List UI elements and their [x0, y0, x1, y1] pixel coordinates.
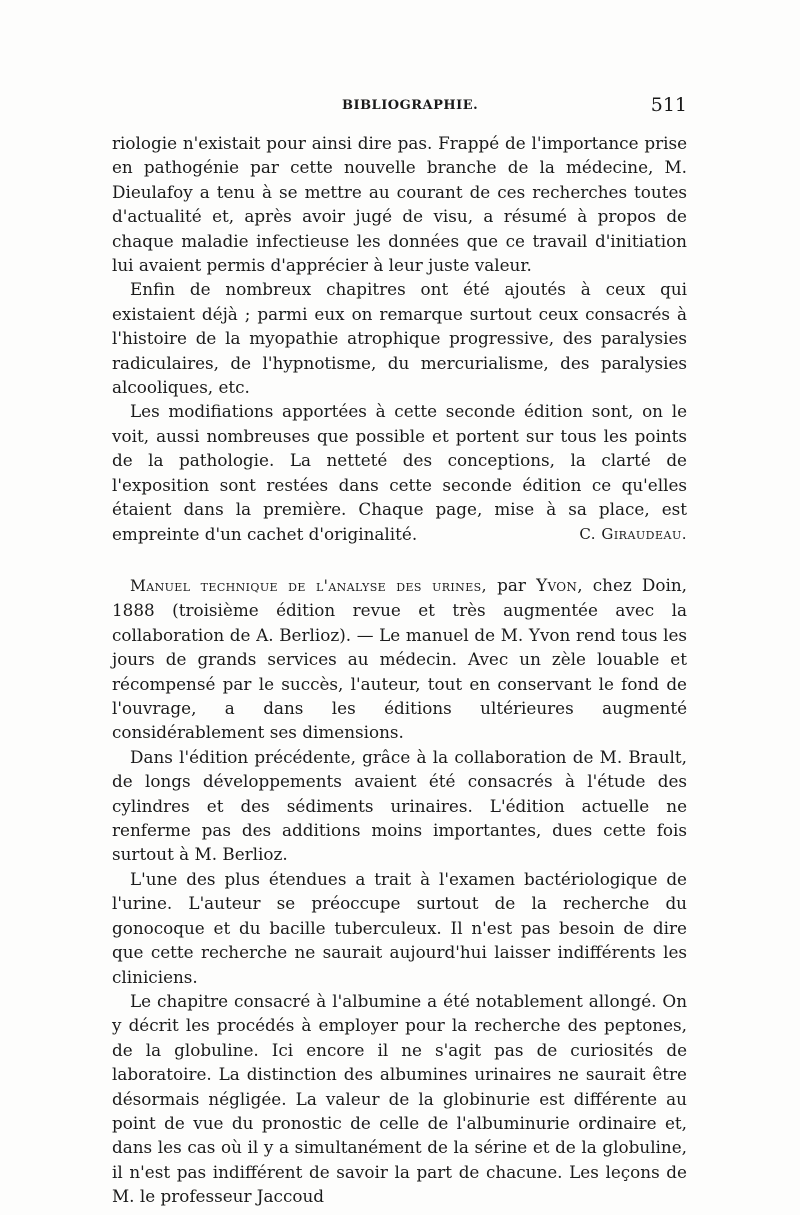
- paragraph: Les modifiations apportées à cette seconde édition sont, on le voit, aussi nombreuses que possible et portent sur tous les points de la pathologie. La netteté des conceptions, la clarté de l'exposition sont restées dans cette seconde édition ce qu'elles étaient dans la première. Chaque page, mise à sa place, est empreinte d'un cachet d'originalité.: [112, 401, 687, 544]
- book-author: Yvon: [536, 575, 578, 595]
- review-signature: C. Giraudeau.: [579, 525, 687, 543]
- book-title: Manuel technique de l'analyse des urines,: [130, 577, 487, 595]
- review-continuation: [112, 131, 687, 546]
- running-head: [112, 94, 687, 124]
- page-number: 511: [650, 94, 687, 116]
- review-manuel-technique: [112, 573, 687, 1209]
- by-word: par: [486, 575, 537, 595]
- paragraph: riologie n'existait pour ainsi dire pas. Frappé de l'importance prise en pathogénie par cette nouvelle branche de la médecine, M. Dieulafoy a tenu à se mettre au courant de ces recherches toutes d'actualité et, après avoir jugé de visu, a résumé à propos de chaque maladie infectieuse les données que ce travail d'initiation lui avaient permis d'apprécier à leur juste valeur.: [112, 133, 687, 276]
- paragraph-text: , chez Doin, 1888 (troisième édition revue et très augmentée avec la collaboration de A. Berlioz). — Le manuel de M. Yvon rend tous les jours de grands services au médecin. Avec un zèle louable et récompensé par le succès, l'auteur, tout en conservant le fond de l'ouvrage, a dans les éditions ultérieures augmenté considérablement ses dimensions.: [112, 575, 687, 743]
- paragraph: [112, 573, 687, 745]
- paragraph: L'une des plus étendues a trait à l'examen bactériologique de l'urine. L'auteur se préoccupe surtout de la recherche du gonocoque et du bacille tuberculeux. Il n'est pas besoin de dire que cette recherche ne saurait aujourd'hui laisser indifférents les cliniciens.: [112, 868, 687, 987]
- paragraph: Le chapitre consacré à l'albumine a été notablement allongé. On y décrit les procédés à employer pour la recherche des peptones, de la globuline. Ici encore il ne s'agit pas de curiosités de laboratoire. La distinction des albumines urinaires ne saurait être désormais négligée. La valeur de la globinurie est différente au point de vue du pronostic de celle de l'albuminurie ordinaire et, dans les cas où il y a simultanément de la sérine et de la globuline, il n'est pas indifférent de savoir la part de chacune. Les leçons de M. le professeur Jaccoud: [112, 990, 687, 1207]
- running-title: BIBLIOGRAPHIE.: [342, 98, 479, 113]
- paragraph: Enfin de nombreux chapitres ont été ajoutés à ceux qui existaient déjà ; parmi eux on remarque surtout ceux consacrés à l'histoire de la myopathie atrophique progressive, des paralysies radiculaires, de l'hypnotisme, du mercurialisme, des paralysies alcooliques, etc.: [112, 279, 687, 398]
- paragraph: Dans l'édition précédente, grâce à la collaboration de M. Brault, de longs développements avaient été consacrés à l'étude des cylindres et des sédiments urinaires. L'édition actuelle ne renferme pas des additions moins importantes, dues cette fois surtout à M. Berlioz.: [112, 746, 687, 865]
